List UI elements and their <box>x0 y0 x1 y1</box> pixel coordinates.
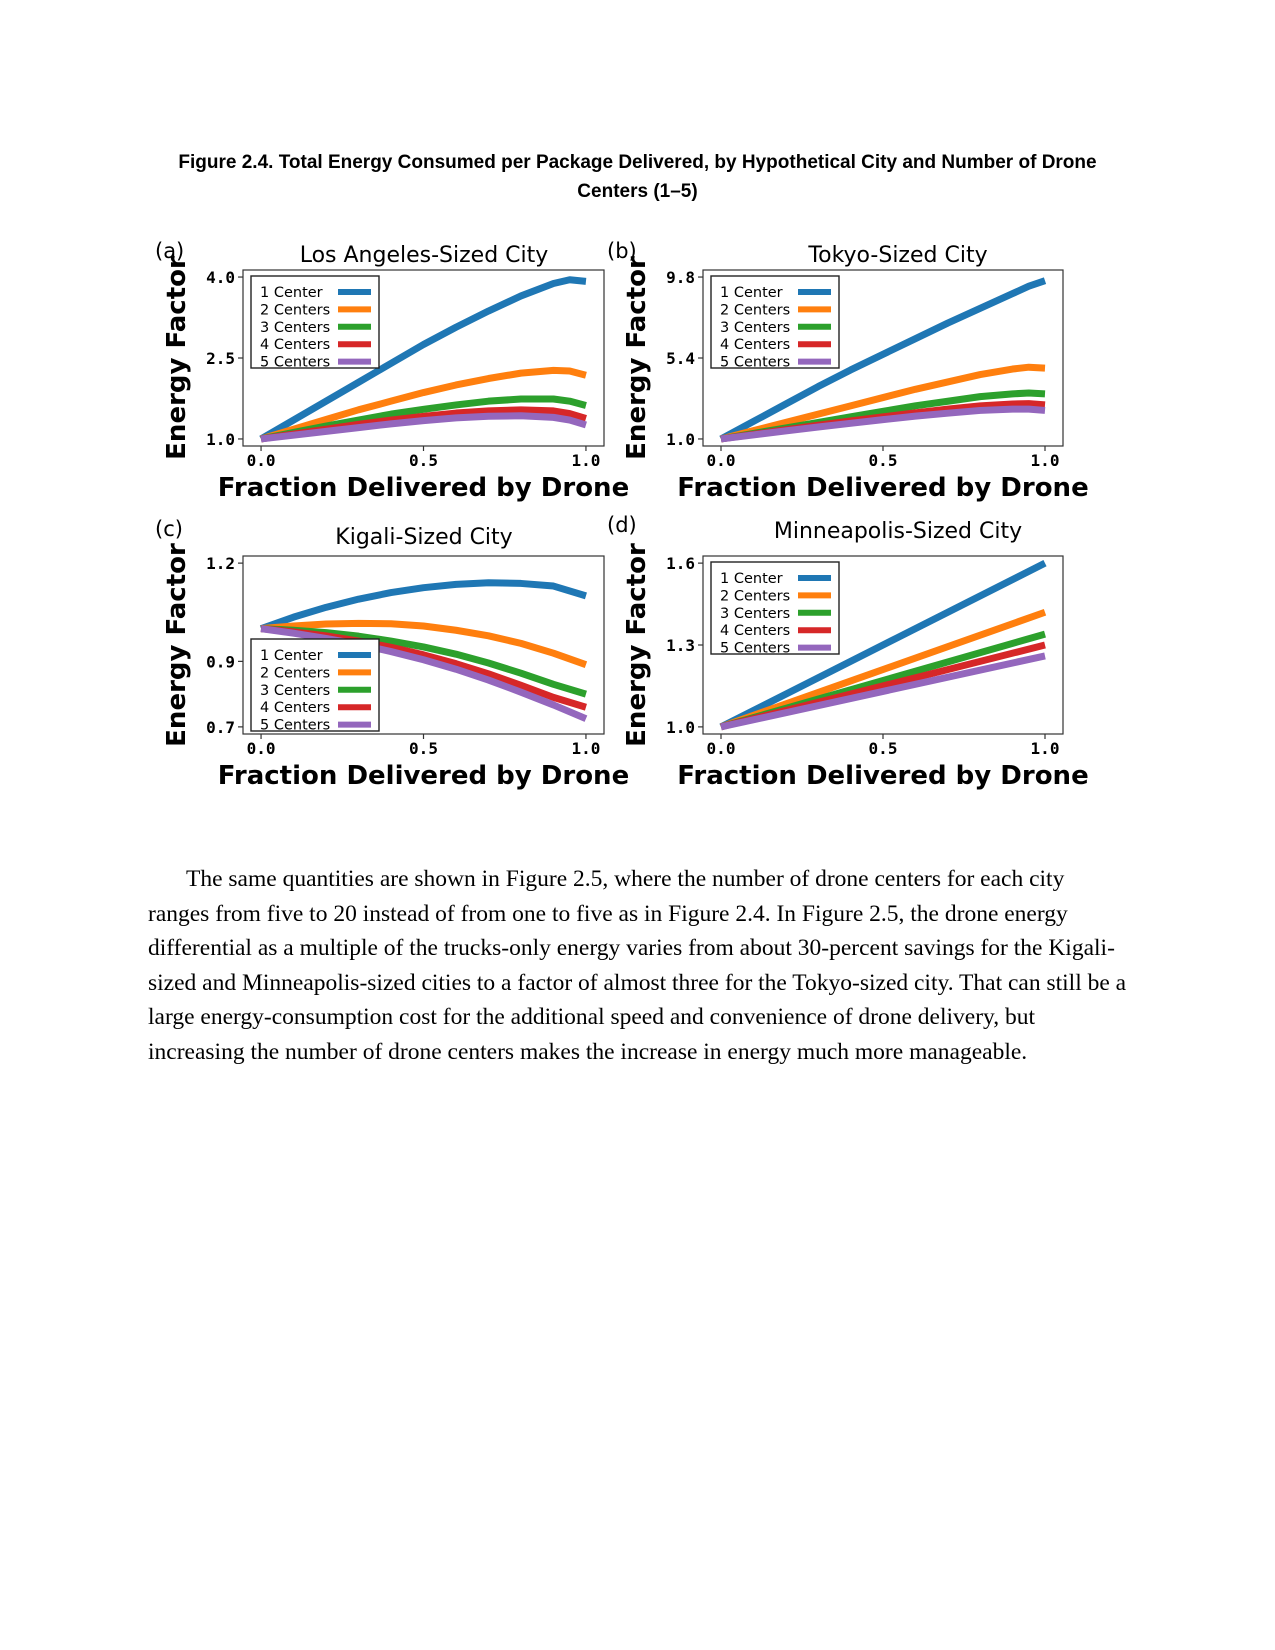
y-tick-label: 1.2 <box>206 554 235 574</box>
legend-label: 2 Centers <box>720 302 791 319</box>
chart-panel-c <box>150 514 630 791</box>
x-axis-label-b: Fraction Delivered by Drone <box>677 473 1089 503</box>
chart-panel-d <box>607 513 1093 791</box>
y-axis-label-c: Energy Factor <box>162 543 192 747</box>
legend-label: 2 Centers <box>260 302 331 319</box>
y-tick-label: 0.9 <box>206 652 235 672</box>
panel-label-d: (d) <box>607 513 637 537</box>
body-paragraph: The same quantities are shown in Figure 2.5, where the number of drone centers for each city ranges from five to 20 instead of from one to five as in Figure 2.4. In Figure 2.5, the drone energy differential as a multiple of the trucks-only energy varies from about 30-percent savings for the Kigali-sized and Minneapolis-sized cities to a factor of almost three for the Tokyo-sized city. That can still be a large energy-consumption cost for the additional speed and convenience of drone delivery, but increasing the number of drone centers makes the increase in energy much more manageable. <box>148 866 1127 1065</box>
y-axis-label-a: Energy Factor <box>162 256 192 460</box>
panel-label-a: (a) <box>155 239 185 263</box>
y-tick-label: 2.5 <box>206 349 235 368</box>
y-axis-label-d: Energy Factor <box>622 543 652 747</box>
legend-label: 1 Center <box>720 571 783 587</box>
y-tick-label: 1.0 <box>206 429 235 449</box>
x-tick-label: 0.0 <box>246 739 276 758</box>
y-tick-label: 1.3 <box>666 636 695 655</box>
y-tick-label: 0.7 <box>206 717 235 737</box>
x-tick-label: 0.5 <box>868 739 898 758</box>
legend-c <box>251 639 379 734</box>
legend-label: 5 Centers <box>260 717 331 734</box>
legend-b <box>711 276 839 371</box>
x-tick-label: 0.0 <box>246 451 276 470</box>
x-tick-label: 0.0 <box>706 739 736 758</box>
x-tick-label: 1.0 <box>571 451 601 470</box>
legend-label: 1 Center <box>720 285 783 301</box>
x-tick-label: 0.5 <box>409 739 438 758</box>
chart-d-svg <box>607 513 1093 791</box>
legend-label: 3 Centers <box>260 682 331 699</box>
chart-panel-a <box>150 228 630 505</box>
x-tick-label: 1.0 <box>571 739 601 758</box>
figure-title: Figure 2.4. Total Energy Consumed per Package Delivered, by Hypothetical City and Number of Drone Centers (1–5) <box>178 152 1097 202</box>
chart-b-svg <box>607 228 1093 503</box>
x-tick-label: 0.5 <box>409 451 438 470</box>
legend-label: 4 Centers <box>260 337 331 354</box>
legend-d <box>711 562 839 657</box>
x-tick-label: 1.0 <box>1030 739 1060 758</box>
legend-label: 3 Centers <box>260 319 331 336</box>
legend-label: 5 Centers <box>720 640 791 657</box>
chart-a-svg <box>150 228 630 503</box>
legend-label: 5 Centers <box>260 354 331 371</box>
y-tick-label: 9.8 <box>666 268 695 288</box>
legend-a <box>251 276 379 371</box>
legend-label: 2 Centers <box>260 665 331 682</box>
y-tick-label: 1.6 <box>666 554 695 574</box>
legend-label: 1 Center <box>260 648 323 664</box>
panel-label-b: (b) <box>607 239 637 263</box>
chart-panel-b <box>607 228 1093 505</box>
legend-label: 3 Centers <box>720 605 791 622</box>
y-tick-label: 1.0 <box>666 717 695 737</box>
chart-title-d: Minneapolis-Sized City <box>773 519 1023 544</box>
x-tick-label: 1.0 <box>1030 451 1060 470</box>
legend-label: 1 Center <box>260 285 323 301</box>
legend-label: 5 Centers <box>720 354 791 371</box>
chart-title-a: Los Angeles-Sized City <box>299 243 549 268</box>
legend-label: 2 Centers <box>720 588 791 605</box>
chart-c-svg <box>150 514 630 791</box>
chart-title-b: Tokyo-Sized City <box>808 243 988 268</box>
legend-label: 3 Centers <box>720 319 791 336</box>
y-axis-label-b: Energy Factor <box>622 256 652 460</box>
x-tick-label: 0.0 <box>706 451 736 470</box>
x-tick-label: 0.5 <box>868 451 898 470</box>
legend-label: 4 Centers <box>260 700 331 717</box>
x-axis-label-c: Fraction Delivered by Drone <box>217 761 630 791</box>
x-axis-label-a: Fraction Delivered by Drone <box>217 473 630 503</box>
y-tick-label: 1.0 <box>666 429 695 449</box>
chart-title-c: Kigali-Sized City <box>335 525 513 550</box>
legend-label: 4 Centers <box>720 623 791 640</box>
x-axis-label-d: Fraction Delivered by Drone <box>677 761 1089 791</box>
legend-label: 4 Centers <box>720 337 791 354</box>
y-tick-label: 4.0 <box>206 268 235 288</box>
panel-label-c: (c) <box>155 517 183 541</box>
y-tick-label: 5.4 <box>666 349 695 368</box>
